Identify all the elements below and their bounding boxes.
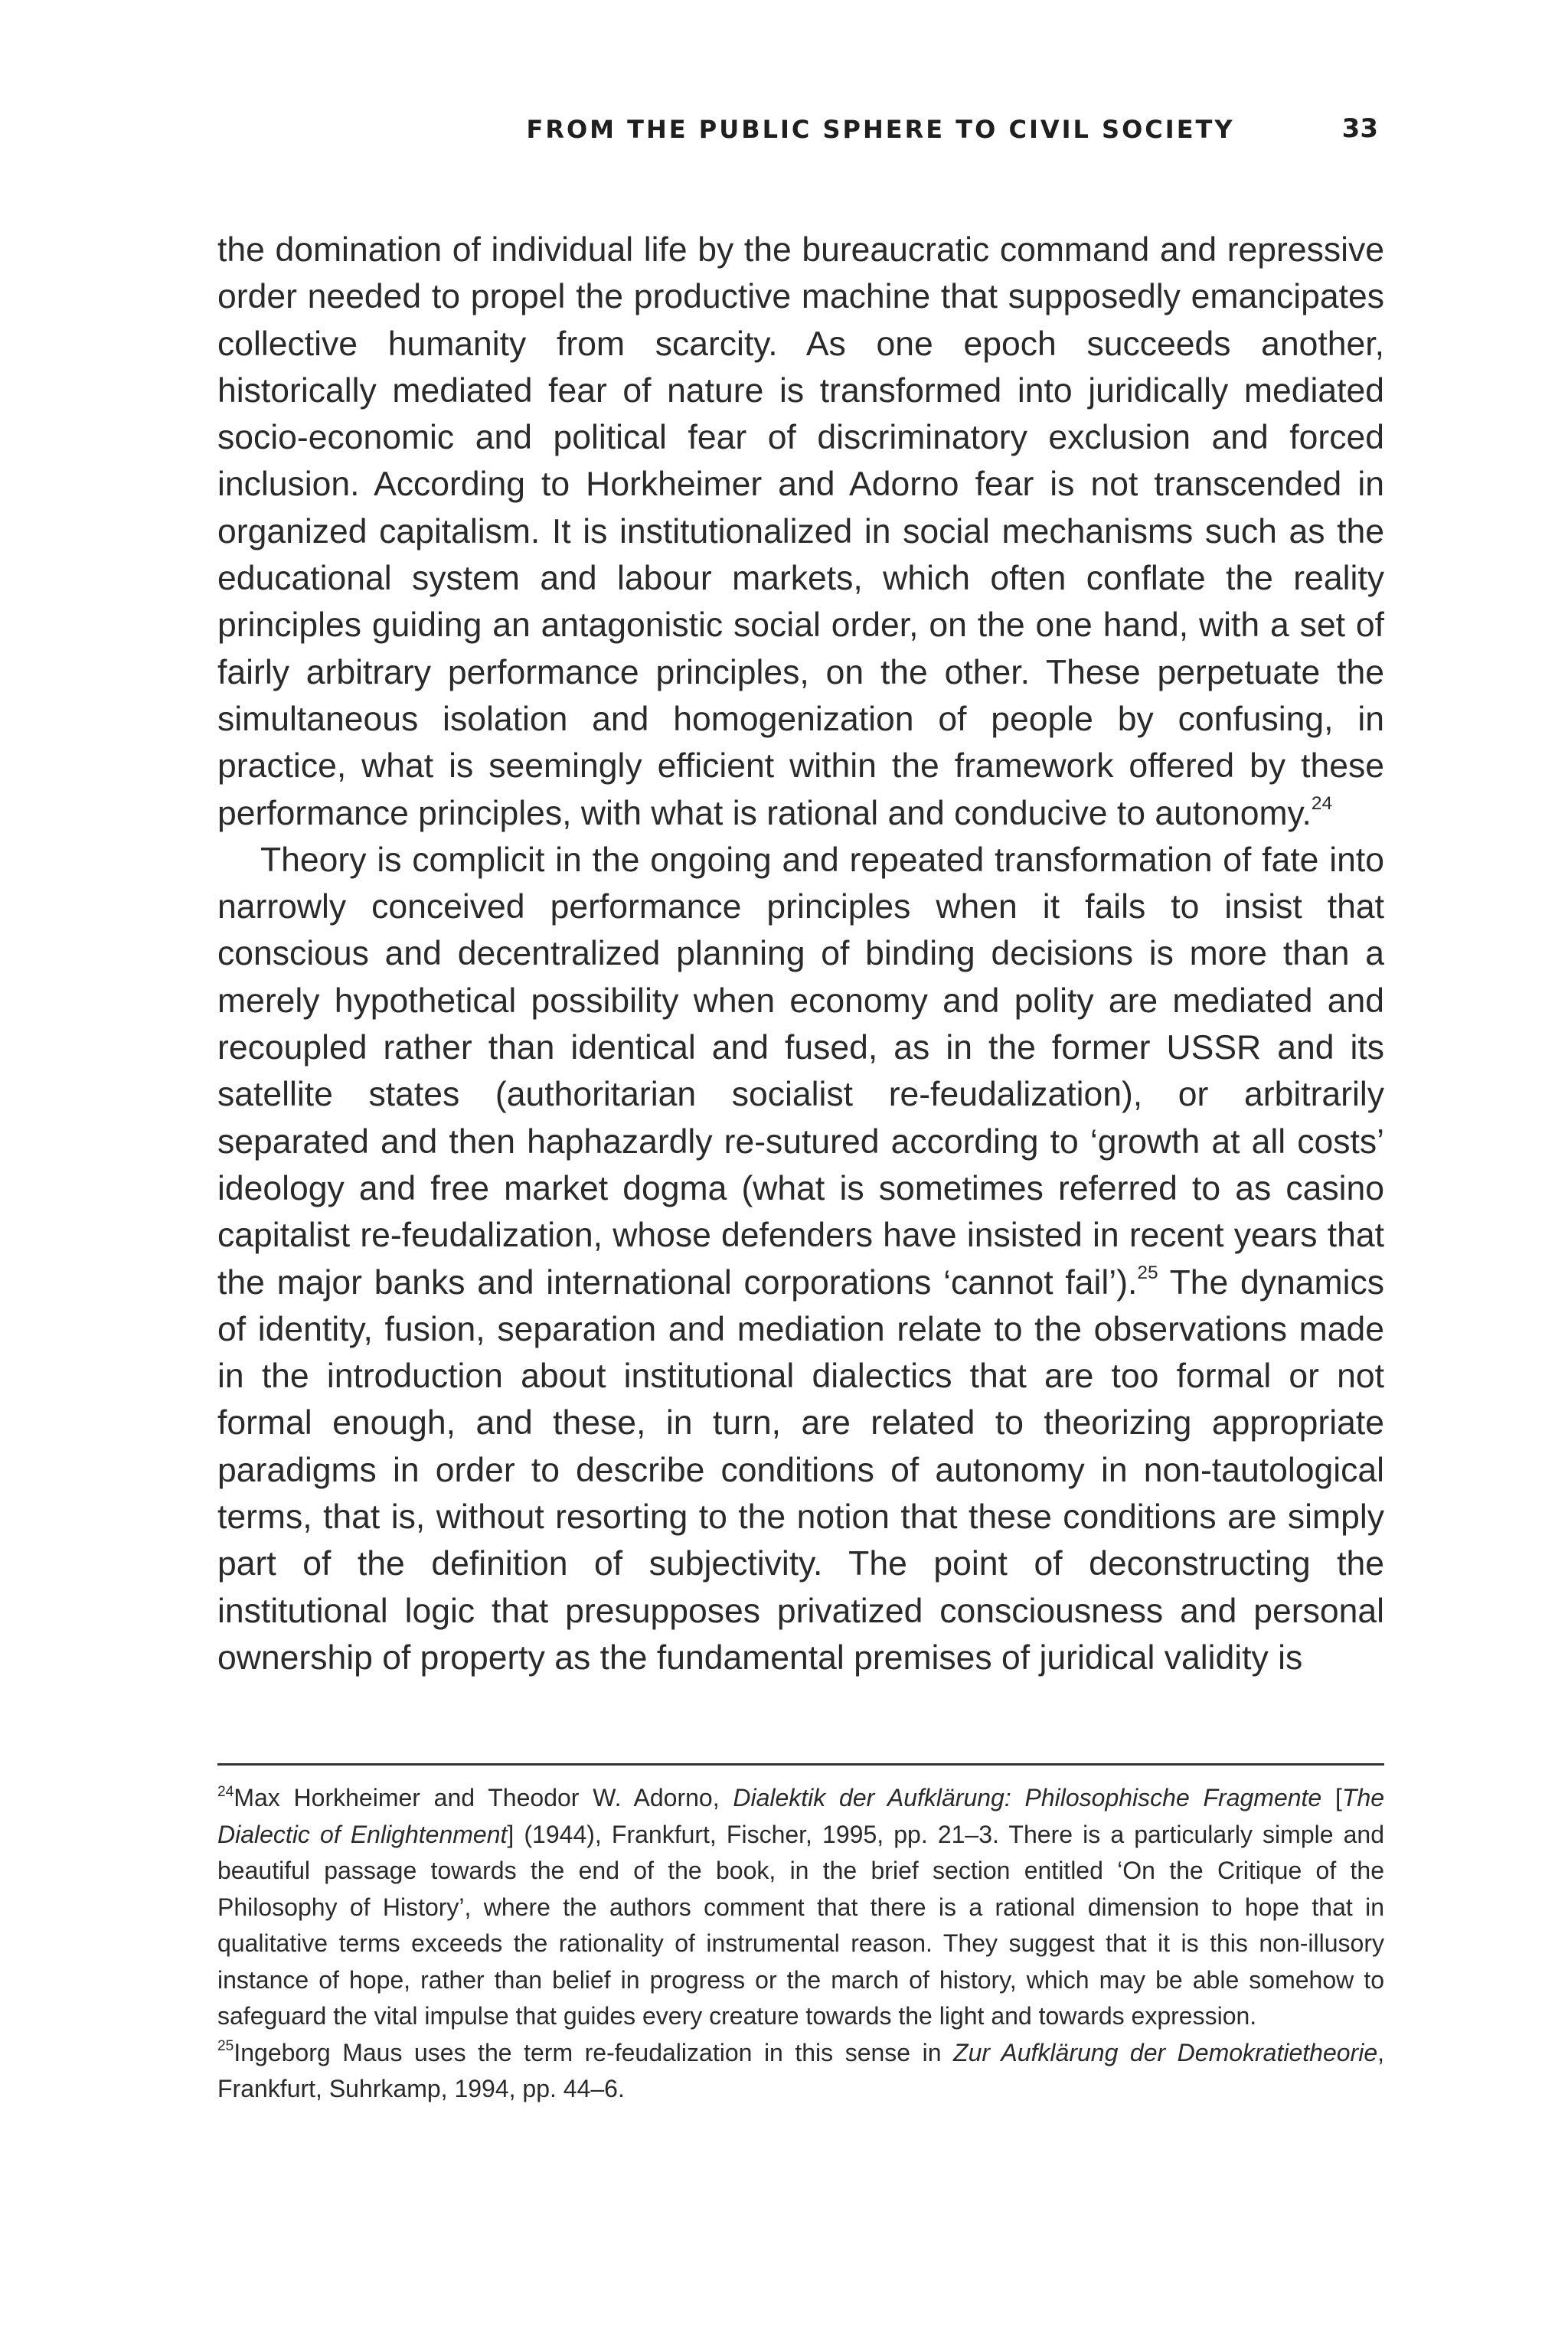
paragraph-1-text: the domination of individual life by the bureaucratic command and repressive order needed to propel the productive machine that supposedly emancipates collective humanity from scarcity. As one epoch succeeds another, historically mediated fear of nature is transformed into juridically mediated socio-economic and political fear of discriminatory exclusion and forced inclusion. According to Horkheimer and Adorno fear is not transcended in organized capitalism. It is institutionalized in social mechanisms such as the educational system and labour markets, which often conflate the reality principles guiding an antagonistic social order, on the one hand, with a set of fairly arbitrary performance principles, on the other. These perpetuate the simultaneous isolation and homogenization of people by confusing, in practice, what is seemingly efficient within the framework offered by these performance principles, with what is rational and conducive to autonomy. [217, 231, 1384, 832]
footnote-24-text-c: ] (1944), Frankfurt, Fischer, 1995, pp. 21–3. There is a particularly simple and beautiful passage towards the end of the book, in the brief section entitled ‘On the Critique of the Philosophy of History’, where the authors comment that there is a rational dimension to hope that in qualitative terms exceeds the rationality of instrumental reason. They suggest that it is this non-illusory instance of hope, rather than belief in progress or the march of history, which may be able somehow to safeguard the vital impulse that guides every creature towards the light and towards expression. [217, 1820, 1385, 2030]
footnote-24-translation: The Dialectic of Enlightenment [217, 1784, 1385, 1848]
footnote-ref-25[interactable]: 25 [1137, 1262, 1158, 1283]
page-number: 33 [1341, 113, 1378, 144]
footnotes [217, 1780, 1384, 2108]
running-head: FROM THE PUBLIC SPHERE TO CIVIL SOCIETY [526, 115, 1235, 144]
footnote-24-text-b: [ [1321, 1784, 1342, 1811]
footnote-24 [217, 1780, 1384, 2035]
footnote-25-title: Zur Aufklärung der Demokratietheorie [953, 2038, 1378, 2066]
paragraph-2-text-a: Theory is complicit in the ongoing and repeated transformation of fate into narrowly conceived performance principles when it fails to insist that conscious and decentralized planning of binding decisions is more than a merely hypothetical possibility when economy and polity are mediated and recoupled rather than identical and fused, as in the former USSR and its satellite states (authoritarian socialist re-feudalization), or arbitrarily separated and then haphazardly re-sutured according to ‘growth at all costs’ ideology and free market dogma (what is sometimes referred to as casino capitalist re-feudalization, whose defenders have insisted in recent years that the major banks and international corporations ‘cannot fail’). [217, 841, 1384, 1302]
footnote-24-number: 24 [217, 1783, 234, 1800]
footnote-25-text-a: Ingeborg Maus uses the term re-feudalization in this sense in [234, 2038, 954, 2066]
footnote-25 [217, 2035, 1384, 2108]
paragraph-2 [217, 837, 1384, 1681]
footnote-ref-24[interactable]: 24 [1311, 792, 1333, 814]
footnote-24-title: Dialektik der Aufklärung: Philosophische Fragmente [733, 1784, 1322, 1811]
footnote-24-text-a: Max Horkheimer and Theodor W. Adorno, [234, 1784, 733, 1811]
paragraph-1 [217, 227, 1384, 837]
footnote-divider [217, 1763, 1384, 1766]
paragraph-2-text-b: The dynamics of identity, fusion, separation and mediation relate to the observations made in the introduction about institutional dialectics that are too formal or not formal enough, and these, in turn, are related to theorizing appropriate paradigms in order to describe conditions of autonomy in non-tautological terms, that is, without resorting to the notion that these conditions are simply part of the definition of subjectivity. The point of deconstructing the institutional logic that presupposes privatized consciousness and personal ownership of property as the fundamental premises of juridical validity is [217, 1263, 1385, 1677]
footnote-25-text-b: , Frankfurt, Suhrkamp, 1994, pp. 44–6. [217, 2038, 1385, 2102]
body-text [217, 227, 1384, 1681]
footnote-25-number: 25 [217, 2038, 234, 2055]
